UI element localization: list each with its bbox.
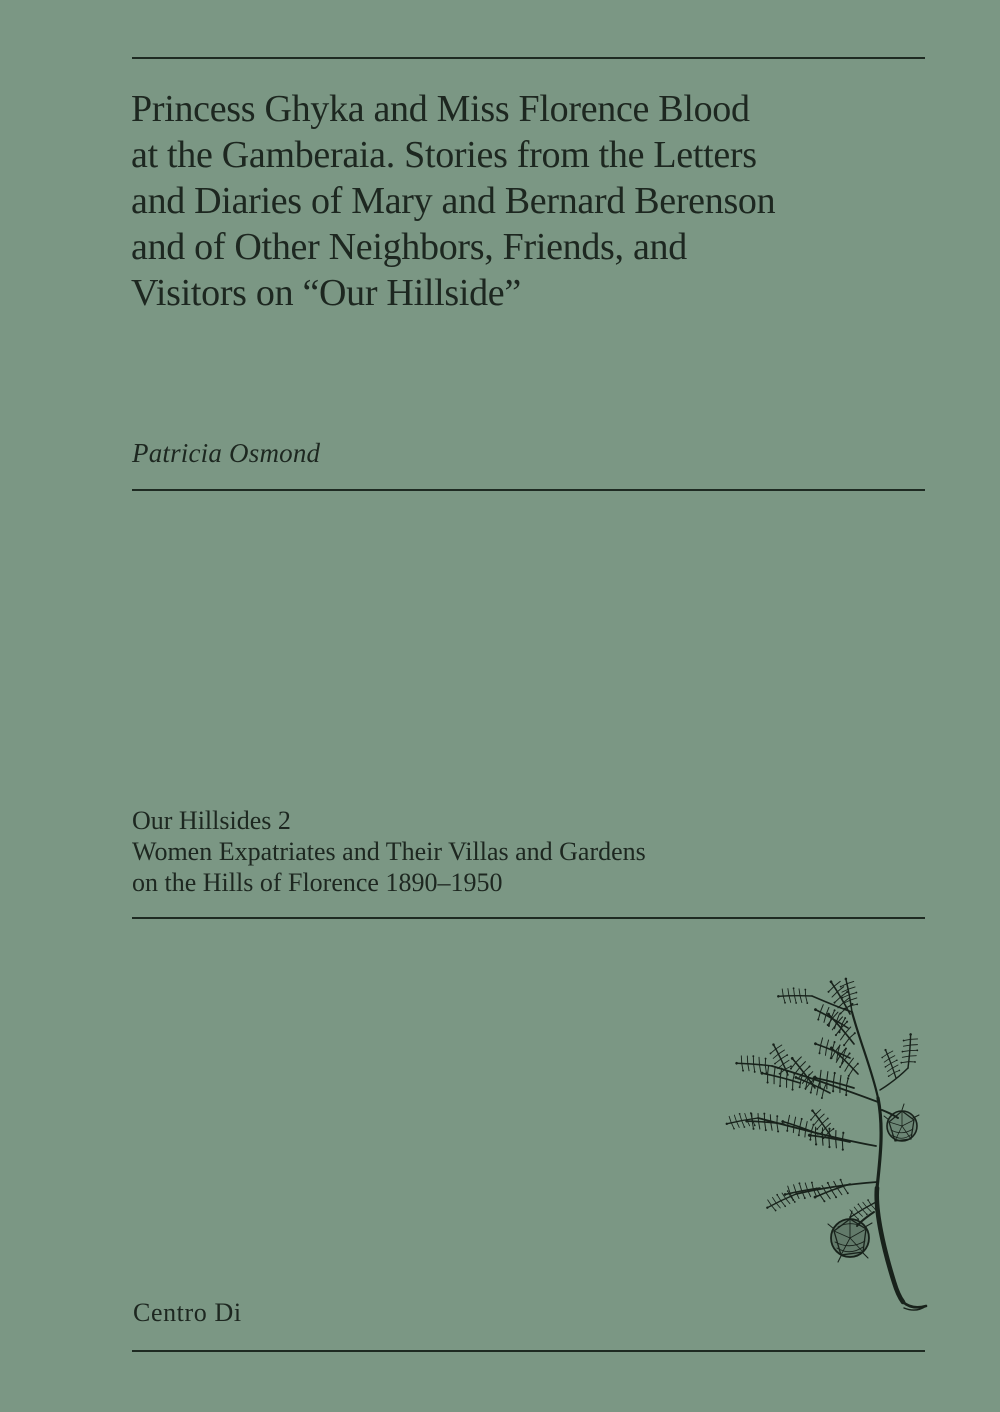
cypress-branch-illustration bbox=[700, 950, 1000, 1350]
title-line-3: and Diaries of Mary and Bernard Berenson bbox=[131, 180, 776, 222]
title-line-1: Princess Ghyka and Miss Florence Blood bbox=[131, 88, 750, 130]
series-title: Our Hillsides 2 bbox=[132, 806, 291, 835]
series-subtitle-1: Women Expatriates and Their Villas and Gardens bbox=[132, 837, 646, 866]
bottom-rule bbox=[132, 1350, 925, 1352]
publisher-name: Centro Di bbox=[133, 1298, 242, 1327]
author-rule bbox=[132, 489, 925, 491]
author-name: Patricia Osmond bbox=[132, 438, 321, 468]
series-rule bbox=[132, 917, 925, 919]
series-subtitle-2: on the Hills of Florence 1890–1950 bbox=[132, 868, 503, 897]
title-line-4: and of Other Neighbors, Friends, and bbox=[131, 226, 687, 268]
series-info bbox=[132, 805, 646, 898]
book-title bbox=[131, 86, 931, 316]
title-line-2: at the Gamberaia. Stories from the Letters bbox=[131, 134, 757, 176]
top-rule bbox=[132, 57, 925, 59]
title-line-5: Visitors on “Our Hillside” bbox=[131, 272, 521, 314]
